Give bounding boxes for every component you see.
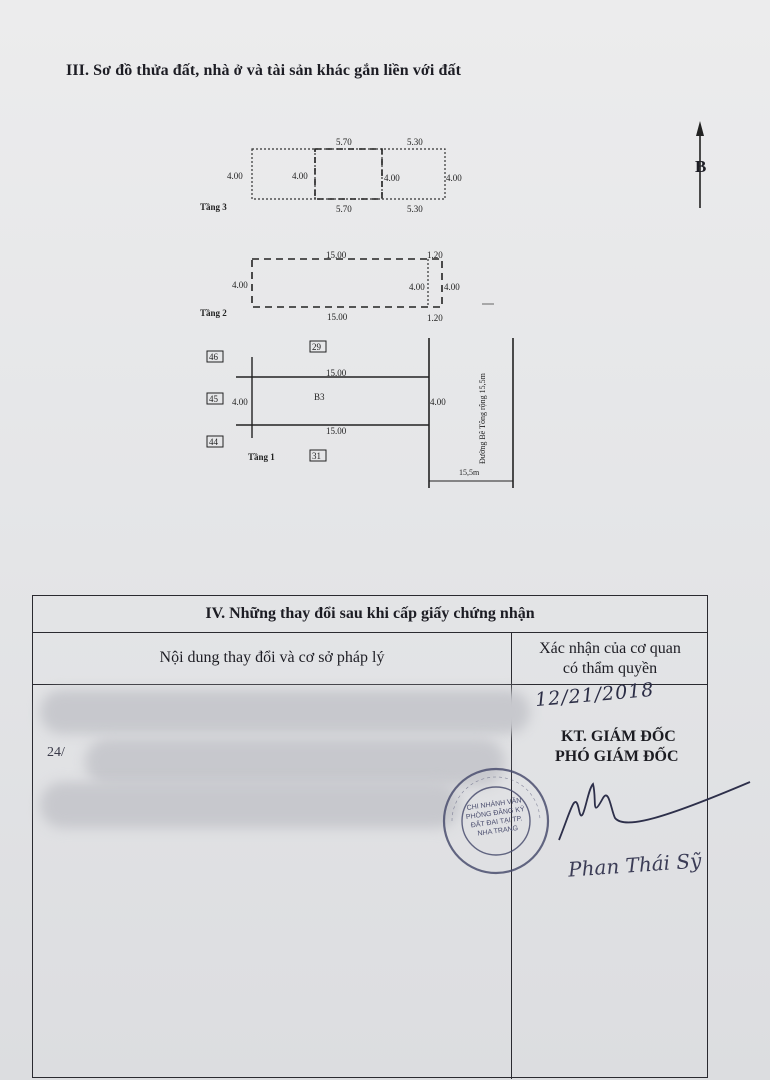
neighbor-45: 45 [209, 394, 218, 404]
floor2-plan [200, 250, 494, 323]
confirm-column-header [512, 634, 708, 684]
section-iii-title: III. Sơ đồ thửa đất, nhà ở và tài sản khác gắn liền với đất [66, 62, 462, 79]
f1-bottom-dim: 15.00 [326, 426, 347, 436]
f1-left-dim: 4.00 [232, 397, 248, 407]
f2-label: Tầng 2 [200, 308, 227, 318]
neighbor-46: 46 [209, 352, 218, 362]
f1-label: Tầng 1 [248, 452, 275, 462]
f2-top-dim: 15.00 [326, 250, 347, 260]
f2-bottom-dim: 15.00 [327, 312, 348, 322]
redacted-region [40, 690, 530, 734]
floor3-plan [200, 137, 462, 214]
f3-right-inner-dim: 4.00 [384, 173, 400, 183]
left-text-fragment: 24/ [47, 745, 65, 760]
f1-top-dim: 15.00 [326, 368, 347, 378]
confirm-header-line2: có thẩm quyền [562, 660, 658, 677]
f3-bottom-left-dim: 5.70 [336, 204, 352, 214]
f3-right-outer-dim: 4.00 [446, 173, 462, 183]
signer-name: Phan Thái Sỹ [567, 848, 703, 882]
content-column-header: Nội dung thay đổi và cơ sở pháp lý [159, 649, 385, 666]
section-iv-title: IV. Những thay đổi sau khi cấp giấy chứng nhận [33, 596, 707, 633]
road-width: 15,5m [459, 468, 480, 477]
redacted-region [40, 782, 460, 828]
f3-top-left-dim: 5.70 [336, 137, 352, 147]
neighbor-31: 31 [312, 451, 321, 461]
f3-left-outer-dim: 4.00 [227, 171, 243, 181]
f3-left-inner-dim: 4.00 [292, 171, 308, 181]
sign-title-vice-director: PHÓ GIÁM ĐỐC [555, 748, 679, 765]
f2-left-dim: 4.00 [232, 280, 248, 290]
road-label: Đường Bê Tông rộng 15,5m [478, 373, 487, 464]
stamp-center-text: CHI NHÁNH VĂN PHÒNG ĐĂNG KÝ ĐẤT ĐAI TẠI TP. NHA TRANG [465, 797, 526, 838]
f2-right-outer-dim: 4.00 [444, 282, 460, 292]
f3-bottom-right-dim: 5.30 [407, 204, 423, 214]
neighbor-29: 29 [312, 342, 321, 352]
f1-right-dim: 4.00 [430, 397, 446, 407]
confirm-header-line1: Xác nhận của cơ quan [539, 640, 681, 657]
neighbor-44: 44 [209, 437, 218, 447]
f2-bottom-right-dim: 1.20 [427, 313, 443, 323]
f3-label: Tầng 3 [200, 202, 227, 212]
floor1-plan [207, 338, 513, 488]
signature-mark-icon [545, 770, 765, 860]
f2-right-inner-dim: 4.00 [409, 282, 425, 292]
sign-title-deputy: KT. GIÁM ĐỐC [561, 728, 676, 745]
parcel-code: B3 [314, 392, 325, 402]
f2-top-right-dim: 1.20 [427, 250, 443, 260]
handwritten-date: 12/21/2018 [534, 678, 656, 712]
north-label: B [695, 157, 707, 176]
f3-top-right-dim: 5.30 [407, 137, 423, 147]
